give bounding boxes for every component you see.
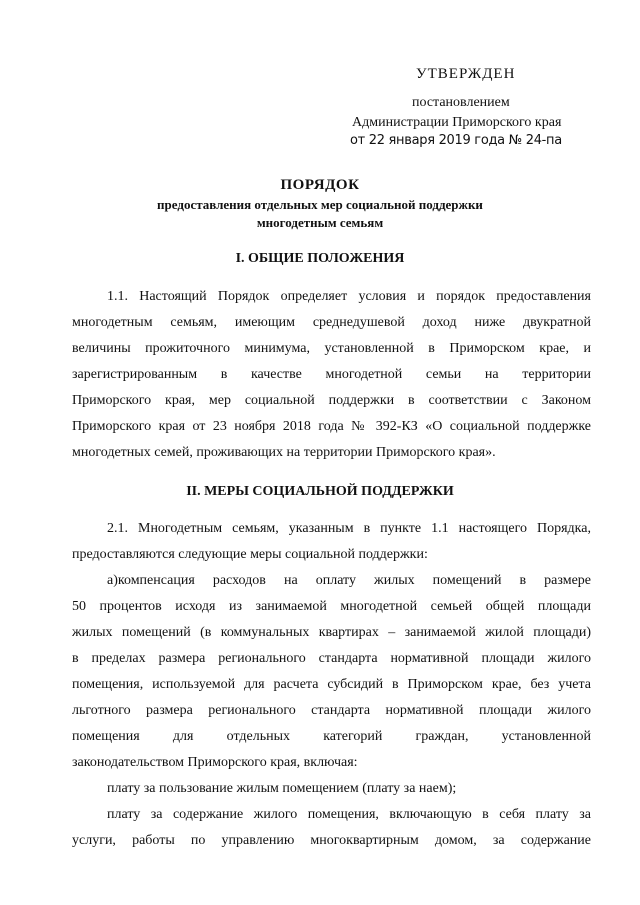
- text-line: плату за содержание жилого помещения, включающую в себя плату за: [107, 807, 591, 822]
- text-line: плату за пользование жилым помещением (плату за наем);: [107, 781, 457, 796]
- text-line: предоставляются следующие меры социальной поддержки:: [72, 547, 428, 562]
- document-subtitle-line-1: предоставления отдельных мер социальной поддержки: [157, 197, 483, 212]
- text-line: Приморского края от 23 ноября 2018 года № 392-КЗ «О социальной поддержке: [72, 419, 591, 434]
- approval-stamp: УТВЕРЖДЕН: [416, 66, 516, 82]
- text-line: величины прожиточного минимума, установленной в Приморском крае, и: [72, 341, 591, 356]
- text-line: зарегистрированным в качестве многодетной семьи на территории: [72, 367, 591, 382]
- text-line: 2.1. Многодетным семьям, указанным в пункте 1.1 настоящего Порядка,: [107, 521, 591, 536]
- section-1-heading: I. ОБЩИЕ ПОЛОЖЕНИЯ: [235, 251, 405, 266]
- decree-date-number: от 22 января 2019 года № 24-па: [350, 133, 562, 148]
- text-line: помещения, используемой для расчета субсидий в Приморском крае, без учета: [72, 677, 591, 692]
- decree-line-2: Администрации Приморского края: [352, 115, 562, 130]
- text-line: 50 процентов исходя из занимаемой многодетной семьей общей площади: [72, 599, 591, 614]
- text-line: услуги, работы по управлению многоквартирным домом, за содержание: [72, 833, 591, 848]
- text-line: льготного размера регионального стандарта нормативной площади жилого: [72, 703, 591, 718]
- text-line: многодетных семей, проживающих на территории Приморского края».: [72, 445, 496, 460]
- text-line: жилых помещений (в коммунальных квартирах – занимаемой жилой площади): [72, 625, 591, 640]
- text-line: Приморского края, мер социальной поддержки в соответствии с Законом: [72, 393, 591, 408]
- section-2-heading: II. МЕРЫ СОЦИАЛЬНОЙ ПОДДЕРЖКИ: [186, 484, 454, 499]
- text-line: законодательством Приморского края, включая:: [72, 755, 358, 770]
- decree-line-1: постановлением: [412, 95, 510, 110]
- document-subtitle-line-2: многодетным семьям: [256, 215, 384, 230]
- text-line: в пределах размера регионального стандарта нормативной площади жилого: [72, 651, 591, 666]
- text-line: а)компенсация расходов на оплату жилых помещений в размере: [107, 573, 591, 588]
- text-line: многодетным семьям, имеющим среднедушевой доход ниже двукратной: [72, 315, 591, 330]
- section-1-paragraph: [72, 284, 591, 466]
- text-line: помещения для отдельных категорий граждан, установленной: [72, 729, 591, 744]
- document-title: ПОРЯДОК: [280, 177, 360, 193]
- section-2-paragraph: [72, 516, 591, 854]
- text-line: 1.1. Настоящий Порядок определяет условия и порядок предоставления: [107, 289, 591, 304]
